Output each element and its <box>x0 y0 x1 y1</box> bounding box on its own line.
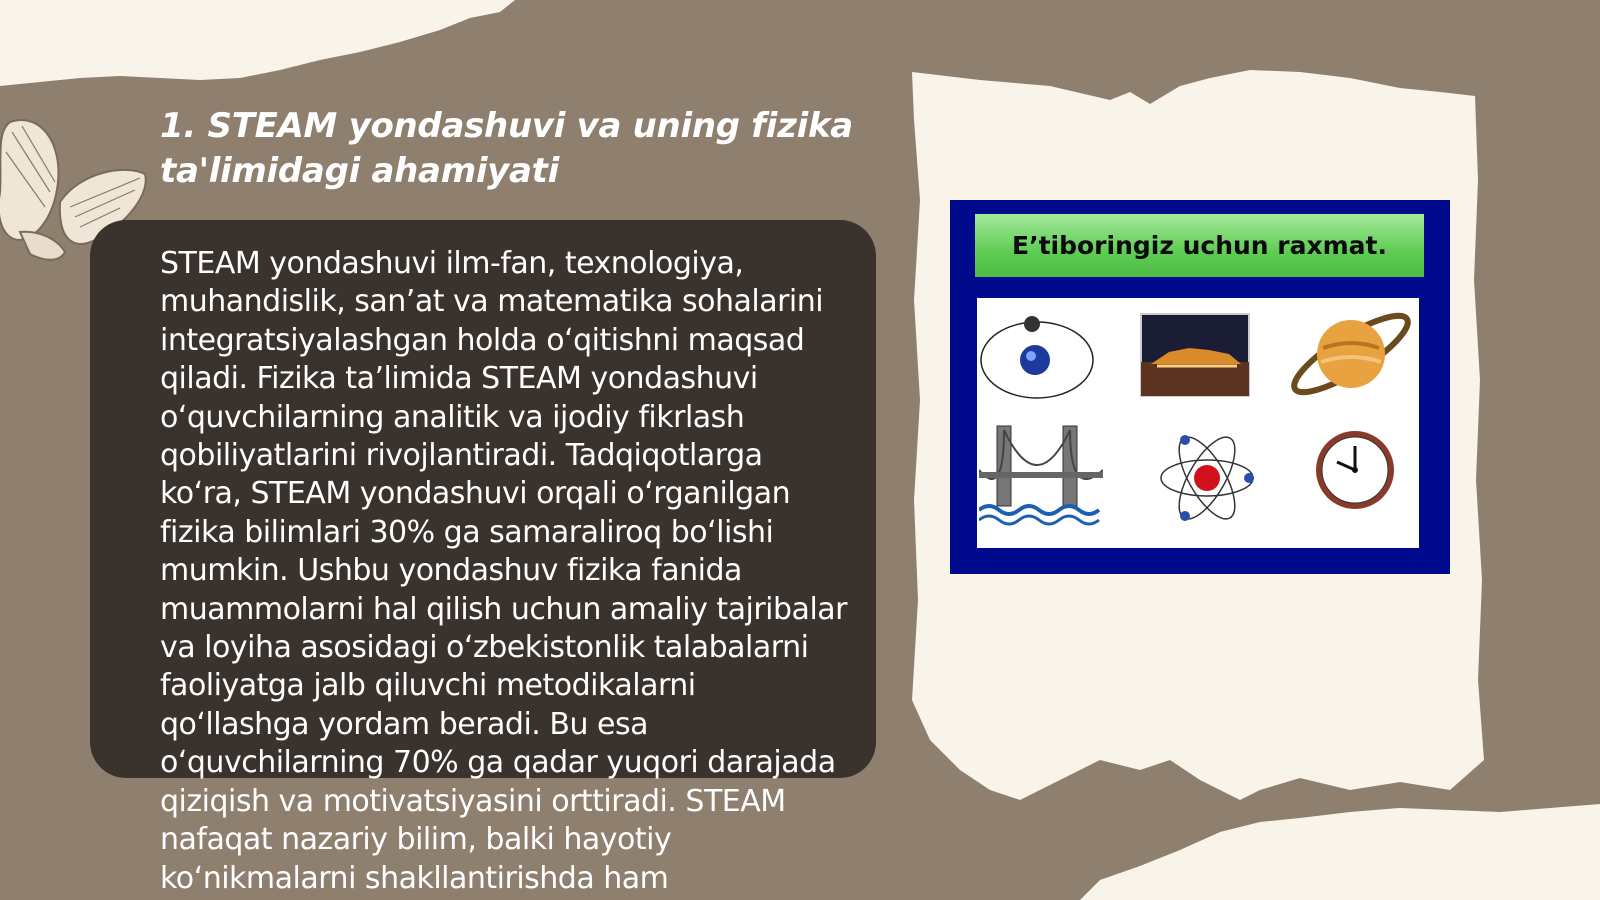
atom-icon <box>1157 416 1257 540</box>
slide-body-text: STEAM yondashuvi ilm-fan, texnologiya, muhandislik, san’at va matematika sohalarini integratsiyalashgan holda o‘qitishni maqsad qiladi. Fizika ta’limida STEAM yondashuvi o‘quvchilarning analitik va ijodiy fikrlash qobiliyatlarini rivojlantiradi. Tadqiqotlarga ko‘ra, STEAM yondashuvi orqali o‘rganilgan fizika bilimlari 30% ga samaraliroq bo‘lishi mumkin. Ushbu yondashuv fizika fanida muammolarni hal qilish uchun amaliy tajribalar va loyiha asosidagi o‘zbekistonlik talabalarni faoliyatga jalb qiluvchi metodikalarni qo‘llashga yordam beradi. Bu esa o‘quvchilarning 70% ga qadar yuqori darajada qiziqish va motivatsiyasini orttiradi. STEAM nafaqat nazariy bilim, balki hayotiy ko‘nikmalarni shakllantirishda ham <box>160 246 847 896</box>
orbit-icon <box>977 312 1097 402</box>
saturn-icon <box>1283 298 1419 410</box>
poster-banner: E’tiboringiz uchun raxmat. <box>975 214 1424 277</box>
poster-picture-panel <box>977 298 1419 548</box>
torn-paper-bottom-right <box>1080 804 1600 900</box>
thank-you-poster <box>950 200 1450 574</box>
city-photo <box>1139 312 1251 398</box>
torn-paper-top-left <box>0 0 515 86</box>
clock-icon <box>1313 422 1397 518</box>
slide-title: 1. STEAM yondashuvi va uning fizika ta'limidagi ahamiyati <box>160 106 853 191</box>
bridge-icon <box>979 420 1103 528</box>
